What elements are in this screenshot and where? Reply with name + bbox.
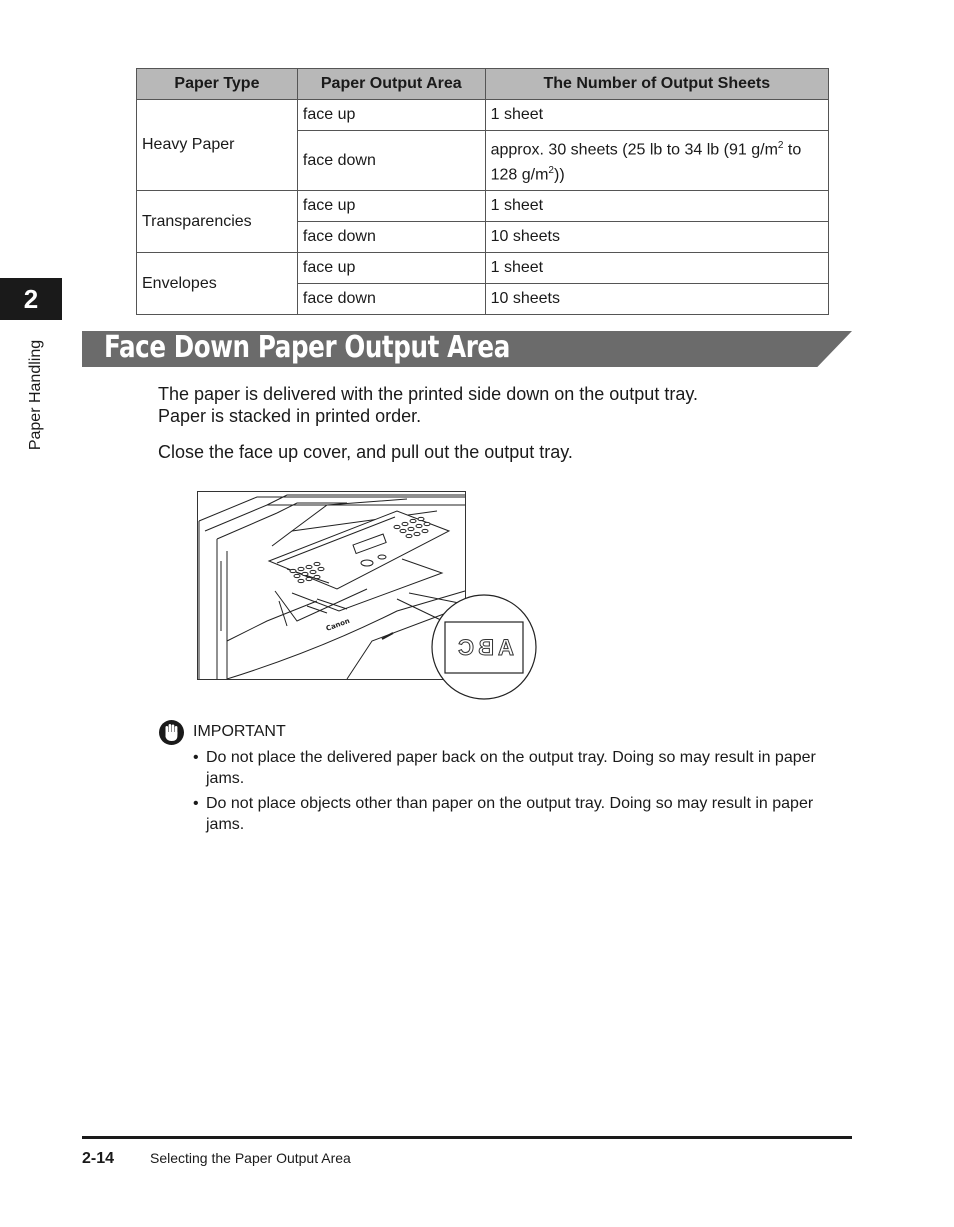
table-row bbox=[137, 100, 829, 131]
output-area-cell: face up bbox=[297, 252, 485, 283]
table-header-row bbox=[137, 69, 829, 100]
footer-rule bbox=[82, 1136, 852, 1139]
brand-logo-text: Canon bbox=[324, 616, 351, 633]
output-area-cell: face down bbox=[297, 131, 485, 191]
sheets-cell: 1 sheet bbox=[485, 100, 828, 131]
sheets-cell: 1 sheet bbox=[485, 252, 828, 283]
page-number: 2-14 bbox=[82, 1150, 115, 1167]
body-paragraph-line: Paper is stacked in printed order. bbox=[158, 406, 422, 426]
body-paragraph-line: The paper is delivered with the printed side down on the output tray. bbox=[158, 384, 698, 404]
bullet-dot: • bbox=[193, 749, 199, 766]
table-row bbox=[137, 190, 829, 221]
sheets-cell: 10 sheets bbox=[485, 221, 828, 252]
mirrored-abc-text: ABC bbox=[454, 635, 514, 660]
sheets-cell: approx. 30 sheets (25 lb to 34 lb (91 $g/m^2$ to 128 $g/m^2$)) bbox=[485, 131, 828, 191]
paper-type-cell: Heavy Paper bbox=[137, 100, 298, 191]
sheets-cell: 10 sheets bbox=[485, 283, 828, 314]
sheets-cell: 1 sheet bbox=[485, 190, 828, 221]
header-number-of-sheets: The Number of Output Sheets bbox=[485, 69, 828, 100]
paper-type-cell: Transparencies bbox=[137, 190, 298, 252]
section-title: Face Down Paper Output Area bbox=[104, 330, 510, 365]
table-row bbox=[137, 252, 829, 283]
output-area-cell: face down bbox=[297, 283, 485, 314]
bullet-dot: • bbox=[193, 795, 199, 812]
output-area-cell: face down bbox=[297, 221, 485, 252]
output-area-cell: face up bbox=[297, 100, 485, 131]
chapter-side-label: Paper Handling bbox=[27, 339, 44, 451]
output-sheets-table bbox=[136, 68, 829, 315]
important-item-text: Do not place objects other than paper on the output tray. Doing so may result in paper jams. bbox=[206, 795, 814, 833]
output-area-cell: face up bbox=[297, 190, 485, 221]
header-paper-type: Paper Type bbox=[137, 69, 298, 100]
instruction-paragraph: Close the face up cover, and pull out the output tray. bbox=[158, 442, 573, 462]
paper-type-cell: Envelopes bbox=[137, 252, 298, 314]
important-item-text: Do not place the delivered paper back on the output tray. Doing so may result in paper jams. bbox=[206, 749, 816, 787]
hand-stop-icon bbox=[158, 719, 185, 746]
footer-title: Selecting the Paper Output Area bbox=[150, 1150, 351, 1166]
printer-output-tray-illustration bbox=[197, 491, 537, 701]
header-paper-output-area: Paper Output Area bbox=[297, 69, 485, 100]
important-title: IMPORTANT bbox=[193, 723, 286, 740]
chapter-number-tab: 2 bbox=[0, 278, 62, 320]
